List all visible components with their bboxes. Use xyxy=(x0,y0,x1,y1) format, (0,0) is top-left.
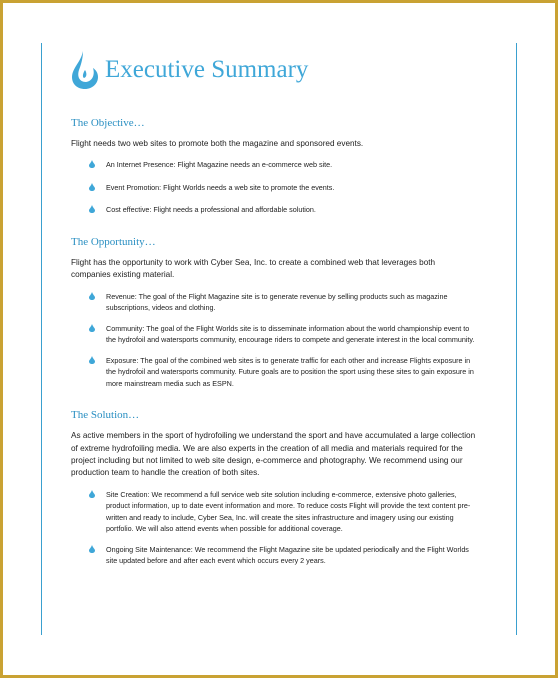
section-heading-objective: The Objective… xyxy=(71,117,145,129)
document-body xyxy=(71,47,476,567)
list-item xyxy=(106,159,476,171)
list-item-text: Cost effective: Flight needs a professional and affordable solution. xyxy=(106,205,316,215)
water-drop-bullet-icon xyxy=(89,490,95,498)
section-heading-solution: The Solution… xyxy=(71,409,140,422)
water-drop-bullet-icon xyxy=(89,205,95,213)
section-heading-opportunity: The Opportunity… xyxy=(71,235,156,248)
water-drop-bullet-icon xyxy=(89,183,95,191)
list-item-text: Event Promotion: Flight Worlds needs a web site to promote the events. xyxy=(106,182,335,192)
list-item xyxy=(106,323,476,346)
water-drop-bullet-icon xyxy=(89,292,95,300)
water-drop-bullet-icon xyxy=(89,545,95,553)
list-item xyxy=(106,204,476,216)
water-drop-bullet-icon xyxy=(89,356,95,364)
list-item-text: Ongoing Site Maintenance: We recommend the Flight Magazine site be updated periodically and the Flight Worlds site updated before and after each event which occurs every 2 years. xyxy=(106,544,469,566)
list-item-text: Revenue: The goal of the Flight Magazine site is to generate revenue by selling products such as magazine subscriptions, videos and clothing. xyxy=(106,291,448,313)
list-item xyxy=(106,489,476,535)
document-header xyxy=(71,47,476,93)
water-drop-logo-icon xyxy=(71,50,101,90)
objective-intro: Flight needs two web sites to promote both the magazine and sponsored events. xyxy=(71,139,364,148)
water-drop-bullet-icon xyxy=(89,160,95,168)
page-title: Executive Summary xyxy=(105,56,309,83)
list-item xyxy=(106,291,476,314)
water-drop-bullet-icon xyxy=(89,324,95,332)
solution-intro: As active members in the sport of hydrofoiling we understand the sport and have accumulated a large collection of extreme hydrofoiling media. We are also experts in the creation of all media and materials required for the project including but not limited to web site design, e-commerce and photography. We recommend using our production team to handle the creation of both sites. xyxy=(71,431,476,478)
list-item xyxy=(106,355,476,390)
document-page xyxy=(3,3,555,675)
list-item-text: Community: The goal of the Flight Worlds site is to disseminate information about the world championship event to the hydrofoil and watersports community, encourage riders to compete and generate interest in the local community. xyxy=(106,323,475,345)
list-item-text: Exposure: The goal of the combined web sites is to generate traffic for each other and increase Flights exposure in the hydrofoil and watersports community. Future goals are to position the sport using these sites to gain exposure in more mainstream media such as ESPN. xyxy=(106,355,474,388)
list-item xyxy=(106,544,476,567)
list-item-text: An Internet Presence: Flight Magazine needs an e-commerce web site. xyxy=(106,160,333,170)
left-margin-rule xyxy=(41,43,42,635)
list-item xyxy=(106,182,476,194)
right-margin-rule xyxy=(516,43,517,635)
opportunity-intro: Flight has the opportunity to work with Cyber Sea, Inc. to create a combined web that leverages both companies existing material. xyxy=(71,257,436,280)
list-item-text: Site Creation: We recommend a full service web site solution including e-commerce, extensive photo galleries, product information, up to date event information and more. To reduce costs Flight will provide the text content pre-written and ready to include, Cyber Sea, Inc. will create the sites infrastructure and imagery using our existing portfolio. We will also attend events when possible for additional coverage. xyxy=(106,489,471,534)
